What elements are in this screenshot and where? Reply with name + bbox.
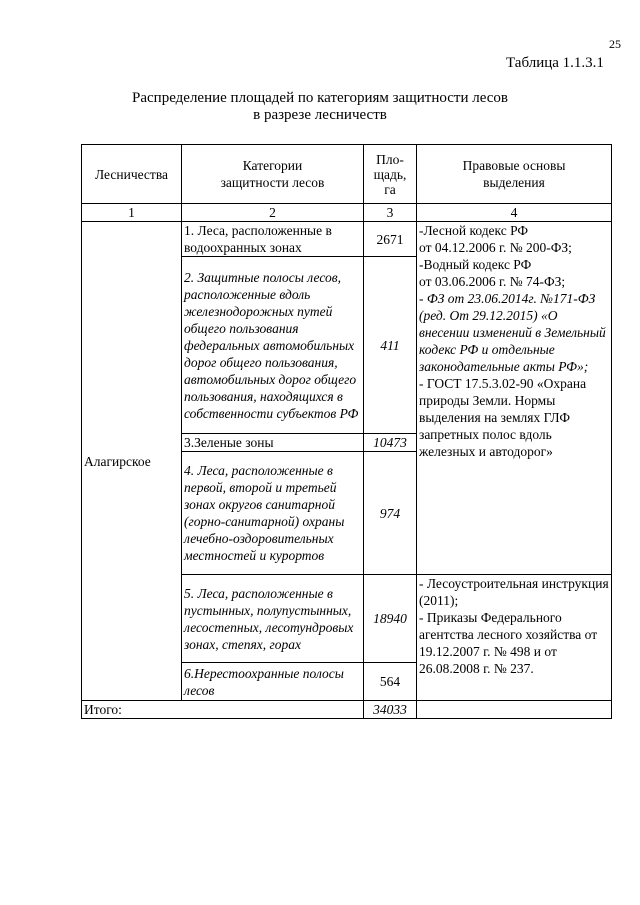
forestry-name: Алагирское [82, 222, 182, 701]
legal-line: - Лесоустроительная инструкция (2011); [419, 576, 609, 608]
legal-line: - ГОСТ 17.5.3.02-90 «Охрана природы Земли. Нормы выделения на землях ГЛФ запретных полос вдоль железных и автодорог» [419, 376, 587, 459]
header-area-line2: щадь, [373, 166, 407, 182]
legal-line: - ФЗ от 23.06.2014г. №171-ФЗ (ред. От 29.12.2015) «О внесении изменений в Земельный кодекс РФ и отдельные законодательные акты РФ»; [419, 291, 606, 374]
total-label: Итого: [82, 701, 364, 719]
header-legal-line2: выделения [483, 175, 545, 190]
index-row [82, 204, 612, 222]
header-legal-line1: Правовые основы [462, 158, 566, 173]
area-cell: 564 [364, 663, 417, 701]
legal-line: -Водный кодекс РФ [419, 257, 532, 272]
table-row [82, 222, 612, 257]
header-row [82, 145, 612, 204]
header-category [182, 145, 364, 204]
legal-line: - Приказы Федерального агентства лесного хозяйства от 19.12.2007 г. № 498 и от 26.08.2008 г. № 237. [419, 610, 598, 676]
header-area-line3: га [384, 181, 396, 197]
legal-basis-cell [417, 575, 612, 701]
table-title [100, 90, 540, 124]
index-cell: 1 [82, 204, 182, 222]
category-cell: 4. Леса, расположенные в первой, второй и третьей зонах округов санитарной (горно-санитарной) охраны лечебно-оздоровительных местностей и курортов [182, 452, 364, 575]
protection-category-table [81, 144, 612, 719]
area-cell: 974 [364, 452, 417, 575]
title-line-2: в разрезе лесничеств [253, 107, 387, 123]
index-cell: 2 [182, 204, 364, 222]
area-cell: 18940 [364, 575, 417, 663]
table-number: Таблица 1.1.3.1 [506, 55, 604, 71]
area-cell: 411 [364, 257, 417, 434]
category-cell: 3.Зеленые зоны [182, 434, 364, 452]
total-row [82, 701, 612, 719]
legal-basis-cell [417, 222, 612, 575]
header-area-line1: Пло- [376, 151, 404, 167]
area-cell: 2671 [364, 222, 417, 257]
category-cell: 6.Нерестоохранные полосы лесов [182, 663, 364, 701]
title-line-1: Распределение площадей по категориям защитности лесов [132, 90, 508, 106]
total-area: 34033 [364, 701, 417, 719]
header-area [364, 145, 417, 204]
category-cell: 2. Защитные полосы лесов, расположенные вдоль железнодорожных путей общего пользования федеральных автомобильных дорог общего пользования, автомобильных дорог общего пользования, находящихся в собственности субъектов РФ [182, 257, 364, 434]
header-legal [417, 145, 612, 204]
index-cell: 3 [364, 204, 417, 222]
index-cell: 4 [417, 204, 612, 222]
page-number: 25 [609, 37, 621, 51]
category-cell: 5. Леса, расположенные в пустынных, полупустынных, лесостепных, лесотундровых зонах, степях, горах [182, 575, 364, 663]
header-forestry: Лесничества [82, 145, 182, 204]
legal-line: от 04.12.2006 г. № 200-ФЗ; [419, 240, 572, 255]
category-cell: 1. Леса, расположенные в водоохранных зонах [182, 222, 364, 257]
area-cell: 10473 [364, 434, 417, 452]
total-legal-empty [417, 701, 612, 719]
legal-line: от 03.06.2006 г. № 74-ФЗ; [419, 274, 566, 289]
legal-line: -Лесной кодекс РФ [419, 223, 529, 238]
header-category-line2: защитности лесов [220, 175, 325, 190]
header-category-line1: Категории [242, 158, 303, 173]
